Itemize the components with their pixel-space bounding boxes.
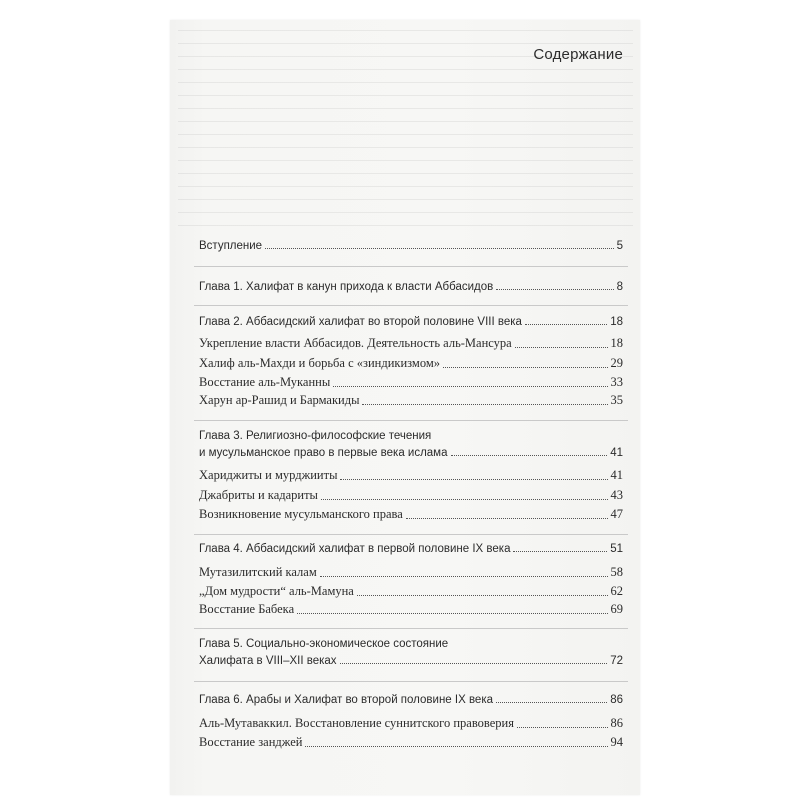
divider	[194, 534, 628, 535]
toc-entry-2-4	[199, 393, 623, 408]
page-title: Содержание	[533, 46, 623, 63]
toc-entry-6-1	[199, 716, 623, 731]
toc-label: Мутазилитский калам	[199, 565, 317, 579]
toc-leader	[305, 746, 607, 747]
toc-entry-chapter-6	[199, 694, 623, 706]
toc-leader	[451, 455, 608, 456]
toc-leader	[513, 551, 607, 552]
toc-leader	[406, 518, 608, 519]
toc-entry-chapter-3	[199, 447, 623, 459]
toc-label: Халиф аль-Махди и борьба с «зиндикизмом»	[199, 356, 440, 370]
toc-label: Глава 6. Арабы и Халифат во второй половине IX века	[199, 694, 494, 706]
toc-entry-2-2	[199, 356, 623, 371]
toc-label: Аль-Мутаваккил. Восстановление суннитского правоверия	[199, 716, 514, 730]
toc-leader	[525, 324, 607, 325]
toc-label: Укрепление власти Аббасидов. Деятельность аль-Мансура	[199, 336, 512, 350]
toc-label: Харун ар-Рашид и Бармакиды	[199, 393, 360, 407]
toc-page: 86	[610, 694, 623, 706]
toc-leader	[265, 248, 614, 249]
toc-page: 47	[610, 507, 623, 521]
toc-label: Глава 2. Аббасидский халифат во второй половине VIII века	[199, 316, 522, 328]
toc-leader	[297, 613, 607, 614]
toc-leader	[357, 595, 608, 596]
toc-page: 51	[610, 543, 623, 555]
toc-page: 94	[610, 735, 623, 749]
toc-label: Глава 4. Аббасидский халифат в первой половине IX века	[199, 543, 511, 555]
toc-chapter-5-first-line: Глава 5. Социально-экономическое состояние	[199, 638, 449, 650]
toc-label: Джабриты и кадариты	[199, 488, 318, 502]
toc-leader	[517, 727, 608, 728]
toc-page: 86	[610, 716, 623, 730]
toc-entry-chapter-1	[199, 281, 623, 293]
divider	[194, 266, 628, 267]
toc-leader	[443, 367, 608, 368]
toc-label: и мусульманское право в первые века ислама	[199, 447, 448, 459]
divider	[194, 420, 628, 421]
toc-label: „Дом мудрости“ аль-Мамуна	[199, 584, 354, 598]
toc-leader	[496, 702, 607, 703]
toc-label: Восстание Бабека	[199, 602, 295, 616]
toc-chapter-3-first-line: Глава 3. Религиозно-философские течения	[199, 430, 432, 442]
toc-label: Хариджиты и мурджииты	[199, 468, 338, 482]
toc-entry-chapter-4	[199, 543, 623, 555]
toc-entry-2-1	[199, 336, 623, 351]
toc-page: 5	[616, 240, 623, 252]
toc-page: 41	[610, 468, 623, 482]
toc-page: 18	[610, 316, 623, 328]
toc-page: 8	[616, 281, 623, 293]
toc-leader	[333, 386, 607, 387]
toc-leader	[321, 499, 608, 500]
toc-entry-2-3	[199, 375, 623, 390]
toc-page: 18	[610, 336, 623, 350]
toc-entry-3-2	[199, 488, 623, 503]
toc-entry-3-3	[199, 507, 623, 522]
toc-page: 35	[610, 393, 623, 407]
toc-entry-4-3	[199, 602, 623, 617]
toc-page: 33	[610, 375, 623, 389]
toc-page: 43	[610, 488, 623, 502]
toc-entry-intro	[199, 240, 623, 252]
toc-leader	[320, 576, 608, 577]
toc-leader	[362, 404, 607, 405]
divider	[194, 305, 628, 306]
toc-page: 72	[610, 655, 623, 667]
toc-entry-chapter-2	[199, 316, 623, 328]
toc-label: Халифата в VIII–XII веках	[199, 655, 337, 667]
toc-label: Вступление	[199, 240, 263, 252]
divider	[194, 681, 628, 682]
toc-page: 29	[610, 356, 623, 370]
toc-entry-3-1	[199, 468, 623, 483]
toc-entry-4-1	[199, 565, 623, 580]
toc-label: Глава 1. Халифат в канун прихода к власти Аббасидов	[199, 281, 494, 293]
toc-entry-chapter-5	[199, 655, 623, 667]
toc-page: 41	[610, 447, 623, 459]
toc-entry-4-2	[199, 584, 623, 599]
toc-entry-6-2	[199, 735, 623, 750]
toc-label: Восстание аль-Муканны	[199, 375, 331, 389]
toc-leader	[515, 347, 608, 348]
toc-page: 62	[610, 584, 623, 598]
toc-page: 58	[610, 565, 623, 579]
toc-leader	[340, 663, 608, 664]
toc-label: Возникновение мусульманского права	[199, 507, 403, 521]
toc-leader	[340, 479, 607, 480]
divider	[194, 628, 628, 629]
toc-leader	[496, 289, 613, 290]
toc-label: Восстание занджей	[199, 735, 303, 749]
toc-page: 69	[610, 602, 623, 616]
